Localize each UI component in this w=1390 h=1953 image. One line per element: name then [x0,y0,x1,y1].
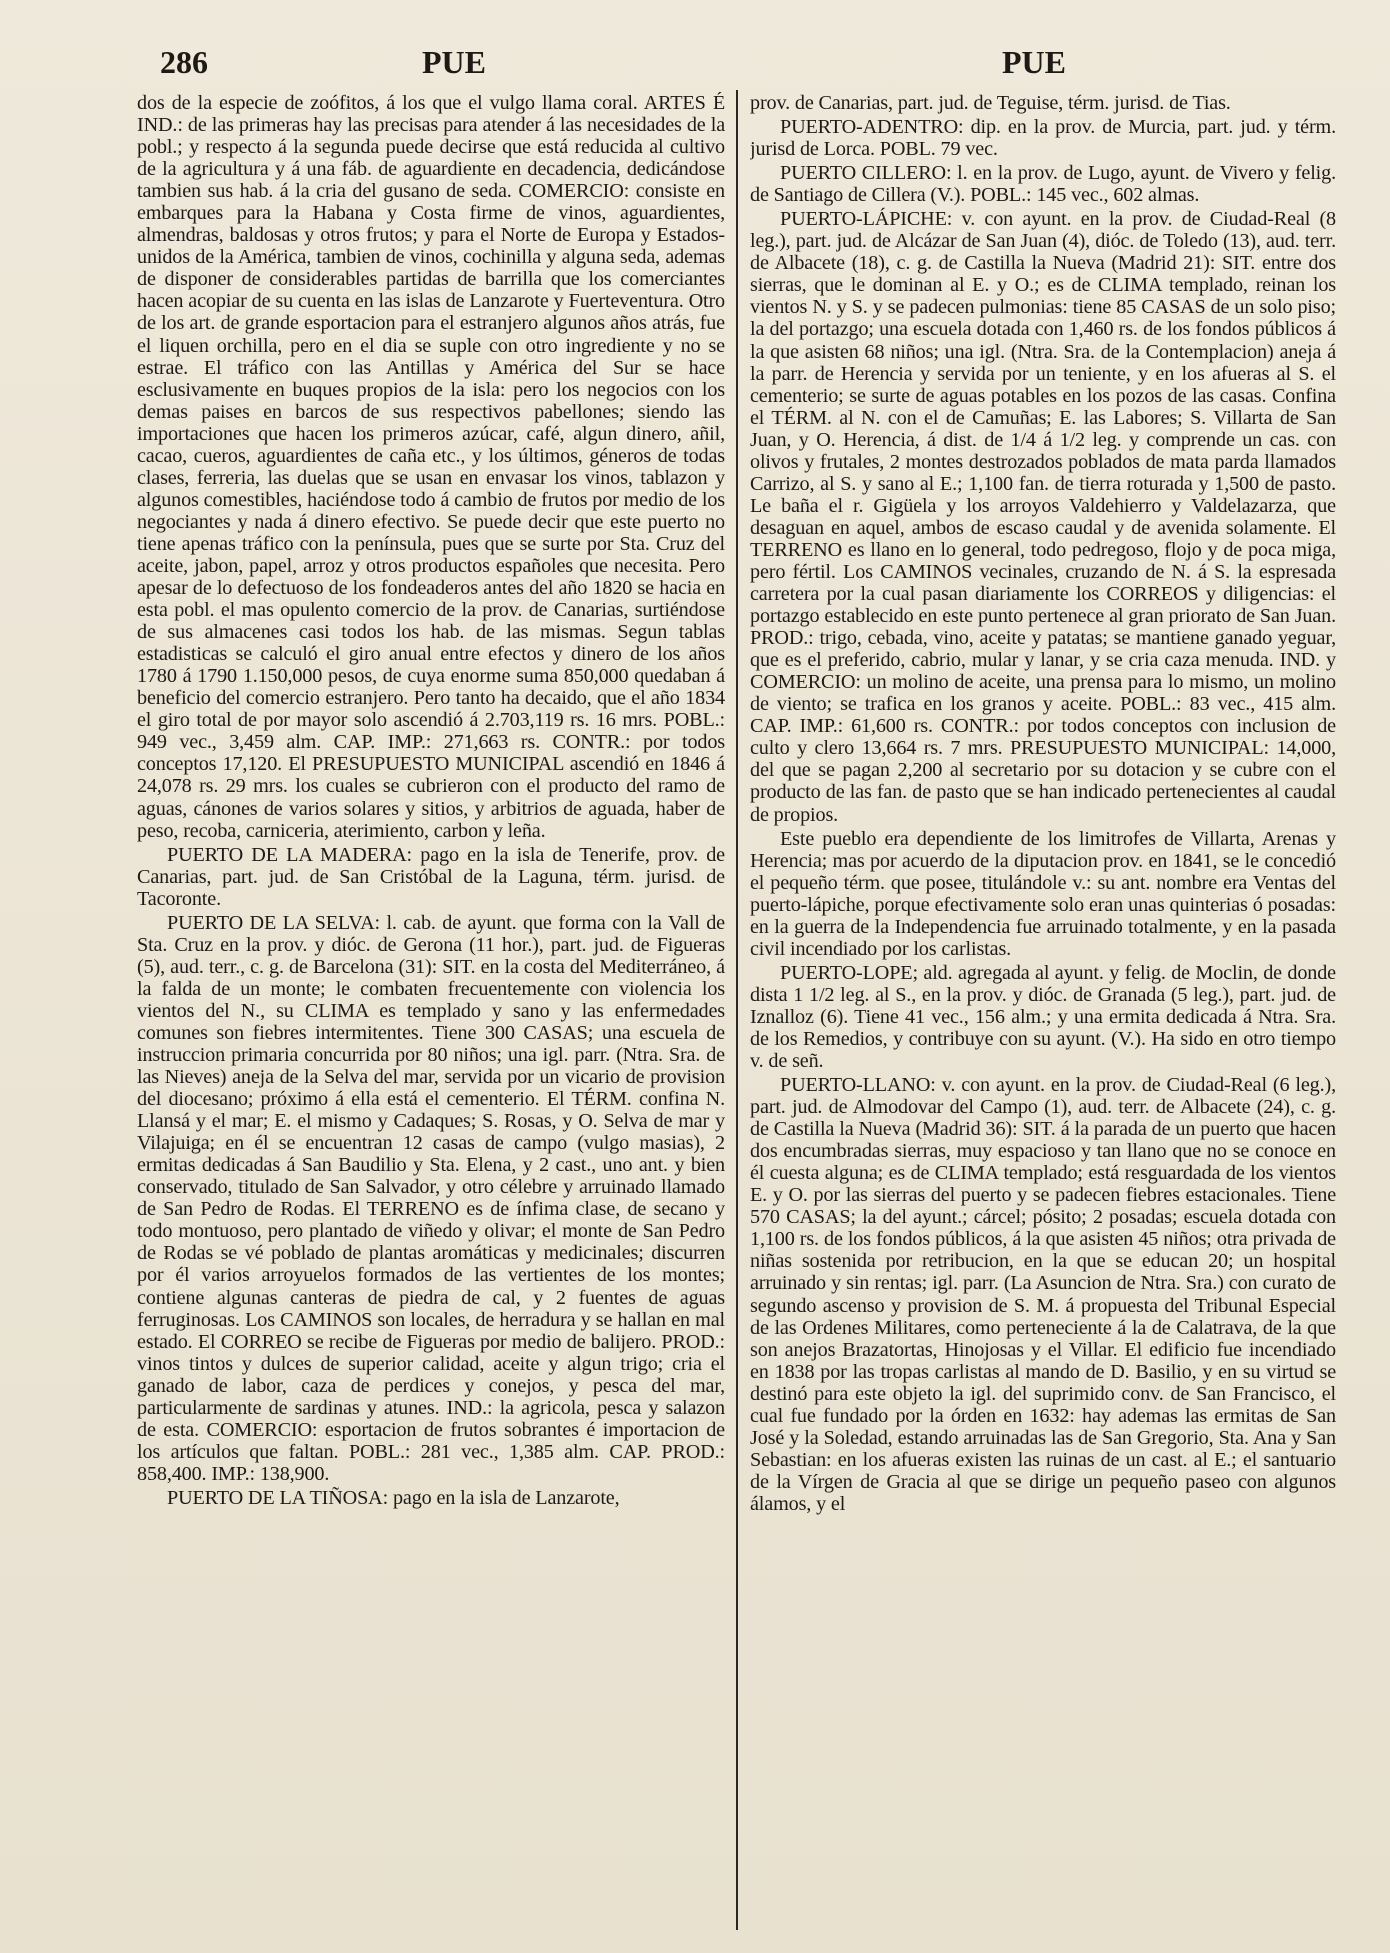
entry-puerto-adentro: PUERTO-ADENTRO: dip. en la prov. de Murcia, part. jud. y térm. jurisd de Lorca. POBL. 79 vec. [750,116,1336,161]
entry-puerto-lapiche: PUERTO-LÁPICHE: v. con ayunt. en la prov. de Ciudad-Real (8 leg.), part. jud. de Alcázar de San Juan (4), dióc. de Toledo (13), aud. terr. de Albacete (18), c. g. de Castilla la Nueva (Madrid 21): SIT. entre dos sierras, que le dominan al E. y O.; es de CLIMA templado, reinan los vientos N. y S. y se padecen pulmonias: tiene 85 CASAS de un solo piso; la del portazgo; una escuela dotada con 1,460 rs. de los fondos públicos á la que asisten 68 niños; una igl. (Ntra. Sra. de la Contemplacion) aneja á la parr. de Herencia y servida por un teniente, y en los afueras al S. el cementerio; se surte de aguas potables en los pozos de las casas. Confina el TÉRM. al N. con el de Camuñas; E. las Labores; S. Villarta de San Juan, y O. Herencia, á dist. de 1/4 á 1/2 leg. y comprende un cas. con olivos y frutales, 2 montes destrozados poblados de mata parda llamados Carrizo, al S. y sano al E.; 1,100 fan. de tierra roturada y 1,500 de pasto. Le baña el r. Gigüela y los arroyos Valdehierro y Valdelazarza, que desaguan en aquel, ambos de escaso caudal y de avenida solamente. El TERRENO es llano en lo general, todo pedregoso, flojo y de poca miga, pero fértil. Los CAMINOS vecinales, cruzando de N. á S. la espresada carretera por la cual pasan diariamente los CORREOS y diligencias: el portazgo establecido en este punto pertenece al gran priorato de San Juan. PROD.: trigo, cebada, vino, aceite y patatas; se mantiene ganado yeguar, que es el preferido, cabrio, mular y lanar, y se cria caza menuda. IND. y COMERCIO: un molino de aceite, una prensa para lo mismo, un molino de viento; se trafica en los granos y aceite. POBL.: 83 vec., 415 alm. CAP. IMP.: 61,600 rs. CONTR.: por todos conceptos con inclusion de culto y clero 13,664 rs. 7 mrs. PRESUPUESTO MUNICIPAL: 14,000, del que se pagan 2,200 al secretario por su dotacion y se cubre con el producto de las fan. de pasto que se han indicado pertenecientes al caudal de propios. [750,208,1336,826]
entry-puerto-llano: PUERTO-LLANO: v. con ayunt. en la prov. de Ciudad-Real (6 leg.), part. jud. de Almodovar del Campo (1), aud. terr. de Albacete (24), c. g. de Castilla la Nueva (Madrid 36): SIT. á la parada de un puerto que hacen dos encumbradas sierras, muy espacioso y tan llano que no se conoce en él cuesta alguna; es de CLIMA templado; está resguardada de los vientos E. y O. por las sierras del puerto y se padecen fiebres estacionales. Tiene 570 CASAS; la del ayunt.; cárcel; pósito; 2 posadas; escuela dotada con 1,100 rs. de los fondos públicos, á la que asisten 45 niños; otra privada de niñas sostenida por retribucion, en la que se educan 20; un hospital arruinado y sin rentas; igl. parr. (La Asuncion de Ntra. Sra.) con curato de segundo ascenso y provision de S. M. á propuesta del Tribunal Especial de las Ordenes Militares, como perteneciente á la de Calatrava, de la que son anejos Brazatortas, Hinojosas y el Villar. El edificio fue incendiado en 1838 por las tropas carlistas al mando de D. Basilio, y en su virtud se destinó para este objeto la igl. del suprimido conv. de San Francisco, el cual fue fundado por la órden en 1632: hay ademas las ermitas de San José y la Soledad, estando arruinadas las de San Gregorio, Sta. Ana y San Sebastian: en los afueras existen las ruinas de un cast. al E.; el santuario de la Vírgen de Gracia al que se dirige un pequeño paseo con algunos álamos, y el [750,1074,1336,1515]
left-column [137,92,725,1932]
entry-continuation: prov. de Canarias, part. jud. de Teguise, térm. jurisd. de Tias. [750,92,1231,114]
right-running-head: PUE [1002,44,1066,80]
entry-puerto-de-la-madera: PUERTO DE LA MADERA: pago en la isla de Tenerife, prov. de Canarias, part. jud. de San Cristóbal de la Laguna, térm. jurisd. de Tacoronte. [137,843,725,910]
entry-puerto-lapiche-history: Este pueblo era dependiente de los limitrofes de Villarta, Arenas y Herencia; mas por acuerdo de la diputacion prov. en 1841, se le concedió el pequeño térm. que posee, titulándole v.: su ant. nombre era Ventas del puerto-lápiche, porque efectivamente solo eran unas quinterias ó posadas: en la guerra de la Independencia fue arruinado totalmente, y en la pasada civil incendiado por los carlistas. [750,827,1336,960]
page-number: 286 [160,44,208,80]
entry-paragraph: dos de la especie de zoófitos, á los que el vulgo llama coral. ARTES É IND.: de las primeras hay las precisas para atender á las necesidades de la pobl.; y respecto á la segunda puede decirse que está reducida al cultivo de la agricultura y á una fáb. de aguardiente en decadencia, dedicándose tambien sus hab. á la cria del gusano de seda. COMERCIO: consiste en embarques para la Habana y Costa firme de vinos, aguardientes, almendras, baldosas y otros frutos; y para el Norte de Europa y Estados-unidos de la América, tambien de vinos, cochinilla y alguna seda, ademas de disponer de considerables partidas de barrilla que los comerciantes hacen acopiar de su cuenta en las islas de Lanzarote y Fuerteventura. Otro de los art. de grande esportacion para el estranjero algunos años atrás, fue el liquen orchilla, pero en el dia se suple con otro ingrediente y no se estrae. El tráfico con las Antillas y América del Sur se hace esclusivamente en buques propios de la isla: pero los negocios con los demas paises en barcos de sus respectivos pabellones; siendo las importaciones que hacen los primeros azúcar, café, algun dinero, añil, cacao, cueros, aguardientes de caña etc., y los últimos, géneros de todas clases, ferreria, las duelas que se usan en envasar los vinos, tablazon y algunos comestibles, haciéndose todo á cambio de frutos por medio de los negociantes y nada á dinero efectivo. Se puede decir que este puerto no tiene apenas tráfico con la península, pues que se surte por Sta. Cruz del aceite, jabon, papel, arroz y otros productos españoles que necesita. Pero apesar de lo defectuoso de los fondeaderos antes del año 1820 se hacia en esta pobl. el mas opulento comercio de la prov. de Canarias, surtiéndose de sus almacenes casi todos los hab. de las mismas. Segun tablas estadisticas se calculó el giro anual entre efectos y dinero de los años 1780 á 1790 1.150,000 pesos, de cuya enorme suma 850,000 quedaban á beneficio del comercio estranjero. Pero tanto ha decaido, que el año 1834 el giro total de por mayor solo ascendió á 2.703,119 rs. 16 mrs. POBL.: 949 vec., 3,459 alm. CAP. IMP.: 271,663 rs. CONTR.: por todos conceptos 17,120. El PRESUPUESTO MUNICIPAL ascendió en 1846 á 24,078 rs. 29 mrs. los cuales se cubrieron con el producto del ramo de aguas, cánones de varios solares y sitios, y arbitrios de aguada, haber de peso, recoba, carniceria, aterimiento, carbon y leña. [137,92,725,842]
left-running-head: PUE [422,44,486,80]
entry-puerto-cillero: PUERTO CILLERO: l. en la prov. de Lugo, ayunt. de Vivero y felig. de Santiago de Cillera (V.). POBL.: 145 vec., 602 almas. [750,162,1336,207]
entry-puerto-de-la-tinosa: PUERTO DE LA TIÑOSA: pago en la isla de Lanzarote, [167,1486,620,1509]
entry-puerto-lope: PUERTO-LOPE; ald. agregada al ayunt. y felig. de Moclin, de donde dista 1 1/2 leg. al S., en la prov. y dióc. de Granada (5 leg.), part. jud. de Iznalloz (6). Tiene 41 vec., 156 alm.; y una ermita dedicada á Ntra. Sra. de los Remedios, y contribuye con su ayunt. (V.). Ha sido en otro tiempo v. de señ. [750,961,1336,1073]
column-divider [736,90,738,1930]
right-column [750,92,1336,1932]
entry-puerto-de-la-selva: PUERTO DE LA SELVA: l. cab. de ayunt. que forma con la Vall de Sta. Cruz en la prov. y dióc. de Gerona (11 hor.), part. jud. de Figueras (5), aud. terr., c. g. de Barcelona (31): SIT. en la costa del Mediterráneo, á la falda de un monte; le combaten frecuentemente con violencia los vientos del N., su CLIMA es templado y sano y las enfermedades comunes son fiebres intermitentes. Tiene 300 CASAS; una escuela de instruccion primaria concurrida por 80 niños; una igl. parr. (Ntra. Sra. de las Nieves) aneja de la Selva del mar, servida por un vicario de provision del diocesano; próximo á ella está el cementerio. El TÉRM. confina N. Llansá y el mar; E. el mismo y Cadaques; S. Rosas, y O. Selva de mar y Vilajuiga; en él se encuentran 12 casas de campo (vulgo masias), 2 ermitas dedicadas á San Baudilio y Sta. Elena, y 2 cast., uno ant. y bien conservado, titulado de San Salvador, y otro célebre y arruinado llamado de San Pedro de Rodas. El TERRENO es de ínfima clase, de secano y todo montuoso, pero plantado de viñedo y olivar; el monte de San Pedro de Rodas se vé poblado de plantas aromáticas y medicinales; discurren por él varios arroyuelos formados de las vertientes de los montes; contiene algunas canteras de piedra de cal, y 2 fuentes de aguas ferruginosas. Los CAMINOS son locales, de herradura y se hallan en mal estado. El CORREO se recibe de Figueras por medio de balijero. PROD.: vinos tintos y dulces de superior calidad, aceite y algun trigo; cria el ganado de labor, caza de perdices y conejos, y pesca del mar, particularmente de sardinas y atunes. IND.: la agricola, pesca y salazon de esta. COMERCIO: esportacion de frutos sobrantes é importacion de los artículos que faltan. POBL.: 281 vec., 1,385 alm. CAP. PROD.: 858,400. IMP.: 138,900. [137,911,725,1485]
page-header [0,44,1390,94]
